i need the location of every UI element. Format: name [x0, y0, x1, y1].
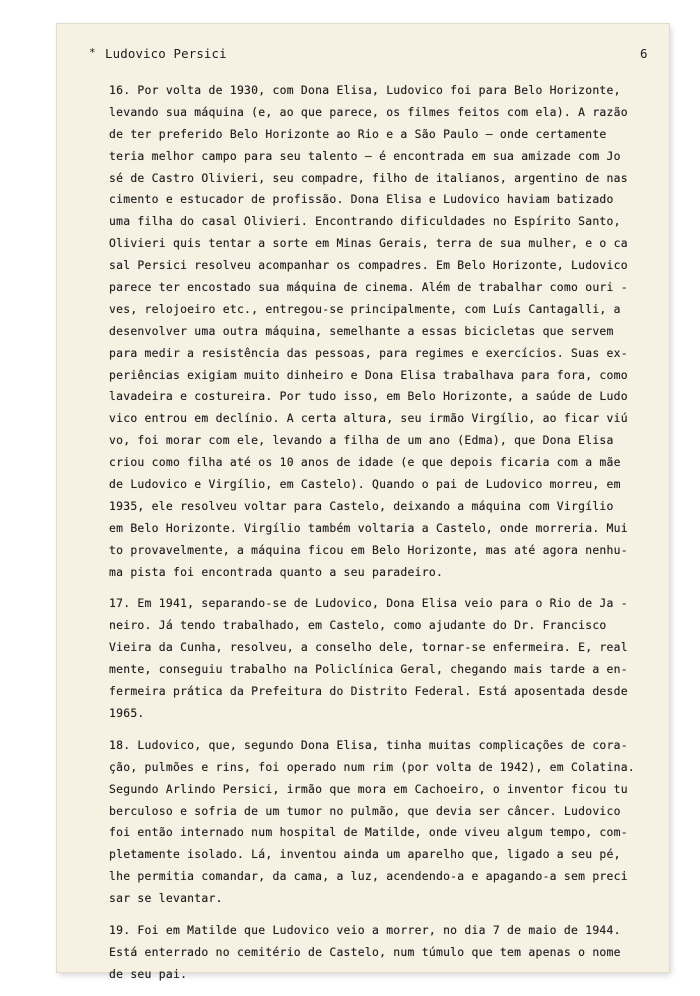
text-line: 16. Por volta de 1930, com Dona Elisa, Ludovico foi para Belo Horizonte, — [109, 83, 621, 97]
paragraph-19 — [109, 920, 649, 986]
text-line: foi então internado num hospital de Matilde, onde viveu algum tempo, com- — [109, 825, 628, 840]
page-number: 6 — [640, 46, 648, 61]
text-line: 1935, ele resolveu voltar para Castelo, deixando a máquina com Virgílio — [109, 498, 614, 513]
text-line: lavadeira e costureira. Por tudo isso, em Belo Horizonte, a saúde de Ludo — [109, 389, 628, 404]
text-line: Segundo Arlindo Persici, irmão que mora em Cachoeiro, o inventor ficou tu — [109, 781, 628, 796]
text-line: em Belo Horizonte. Virgílio também voltaria a Castelo, onde morreria. Mui — [109, 520, 628, 535]
text-line: de ter preferido Belo Horizonte ao Rio e a São Paulo — onde certamente — [109, 126, 607, 141]
text-line: pletamente isolado. Lá, inventou ainda um aparelho que, ligado a seu pé, — [109, 847, 621, 862]
text-line: criou como filha até os 10 anos de idade (e que depois ficaria com a mãe — [109, 455, 621, 470]
paragraph-17 — [109, 593, 649, 724]
page-header — [0, 46, 700, 62]
document-body — [109, 80, 649, 996]
text-line: lhe permitia comandar, da cama, a luz, acendendo-a e apagando-a sem preci — [109, 869, 628, 884]
text-line: ves, relojoeiro etc., entregou-se principalmente, com Luís Cantagalli, a — [109, 301, 621, 316]
text-line: neiro. Já tendo trabalhado, em Castelo, como ajudante do Dr. Francisco — [109, 618, 607, 633]
text-line: berculoso e sofria de um tumor no pulmão, que devia ser câncer. Ludovico — [109, 803, 621, 818]
text-line: vo, foi morar com ele, levando a filha de um ano (Edma), que Dona Elisa — [109, 433, 614, 448]
text-line: 17. Em 1941, separando-se de Ludovico, Dona Elisa veio para o Rio de Ja - — [109, 596, 628, 611]
text-line: de seu pai. — [109, 966, 188, 981]
text-line: cimento e estucador de profissão. Dona Elisa e Ludovico haviam batizado — [109, 192, 614, 207]
text-line: vico entrou em declínio. A certa altura, seu irmão Virgílio, ao ficar viú — [109, 411, 628, 426]
text-line: 18. Ludovico, que, segundo Dona Elisa, tinha muitas complicações de cora- — [109, 737, 628, 752]
text-line: Olivieri quis tentar a sorte em Minas Gerais, terra de sua mulher, e o ca — [109, 236, 628, 251]
text-line: levando sua máquina (e, ao que parece, os filmes feitos com ela). A razão — [109, 104, 628, 119]
text-line: to provavelmente, a máquina ficou em Belo Horizonte, mas até agora nenhu- — [109, 542, 628, 557]
text-line: 1965. — [109, 705, 145, 720]
text-line: ma pista foi encontrada quanto a seu paradeiro. — [109, 564, 444, 579]
text-line: periências exigiam muito dinheiro e Dona Elisa trabalhava para fora, como — [109, 367, 628, 382]
text-line: para medir a resistência das pessoas, para regimes e exercícios. Suas ex- — [109, 345, 628, 360]
text-line: ção, pulmões e rins, foi operado num rim (por volta de 1942), em Colatina. — [109, 759, 635, 774]
text-line: parece ter encostado sua máquina de cinema. Além de trabalhar como ouri - — [109, 280, 628, 295]
text-line: sal Persici resolveu acompanhar os compadres. Em Belo Horizonte, Ludovico — [109, 258, 628, 273]
text-line: sé de Castro Olivieri, seu compadre, filho de italianos, argentino de nas — [109, 170, 628, 185]
paragraph-16 — [109, 80, 649, 583]
text-line: teria melhor campo para seu talento — é encontrada em sua amizade com Jo — [109, 148, 621, 163]
text-line: 19. Foi em Matilde que Ludovico veio a morrer, no dia 7 de maio de 1944. — [109, 922, 621, 937]
text-line: desenvolver uma outra máquina, semelhante a essas bicicletas que servem — [109, 323, 614, 338]
text-line: sar se levantar. — [109, 891, 223, 906]
header-mark: * — [89, 46, 96, 59]
running-title: Ludovico Persici — [105, 46, 227, 61]
text-line: Vieira da Cunha, resolveu, a conselho dele, tornar-se enfermeira. E, real — [109, 640, 628, 655]
paragraph-18 — [109, 735, 649, 910]
text-line: fermeira prática da Prefeitura do Distrito Federal. Está aposentada desde — [109, 684, 628, 699]
text-line: Está enterrado no cemitério de Castelo, num túmulo que tem apenas o nome — [109, 944, 621, 959]
text-line: uma filha do casal Olivieri. Encontrando dificuldades no Espírito Santo, — [109, 214, 621, 229]
text-line: mente, conseguiu trabalho na Policlínica Geral, chegando mais tarde a en- — [109, 662, 628, 677]
text-line: de Ludovico e Virgílio, em Castelo). Quando o pai de Ludovico morreu, em — [109, 477, 621, 492]
